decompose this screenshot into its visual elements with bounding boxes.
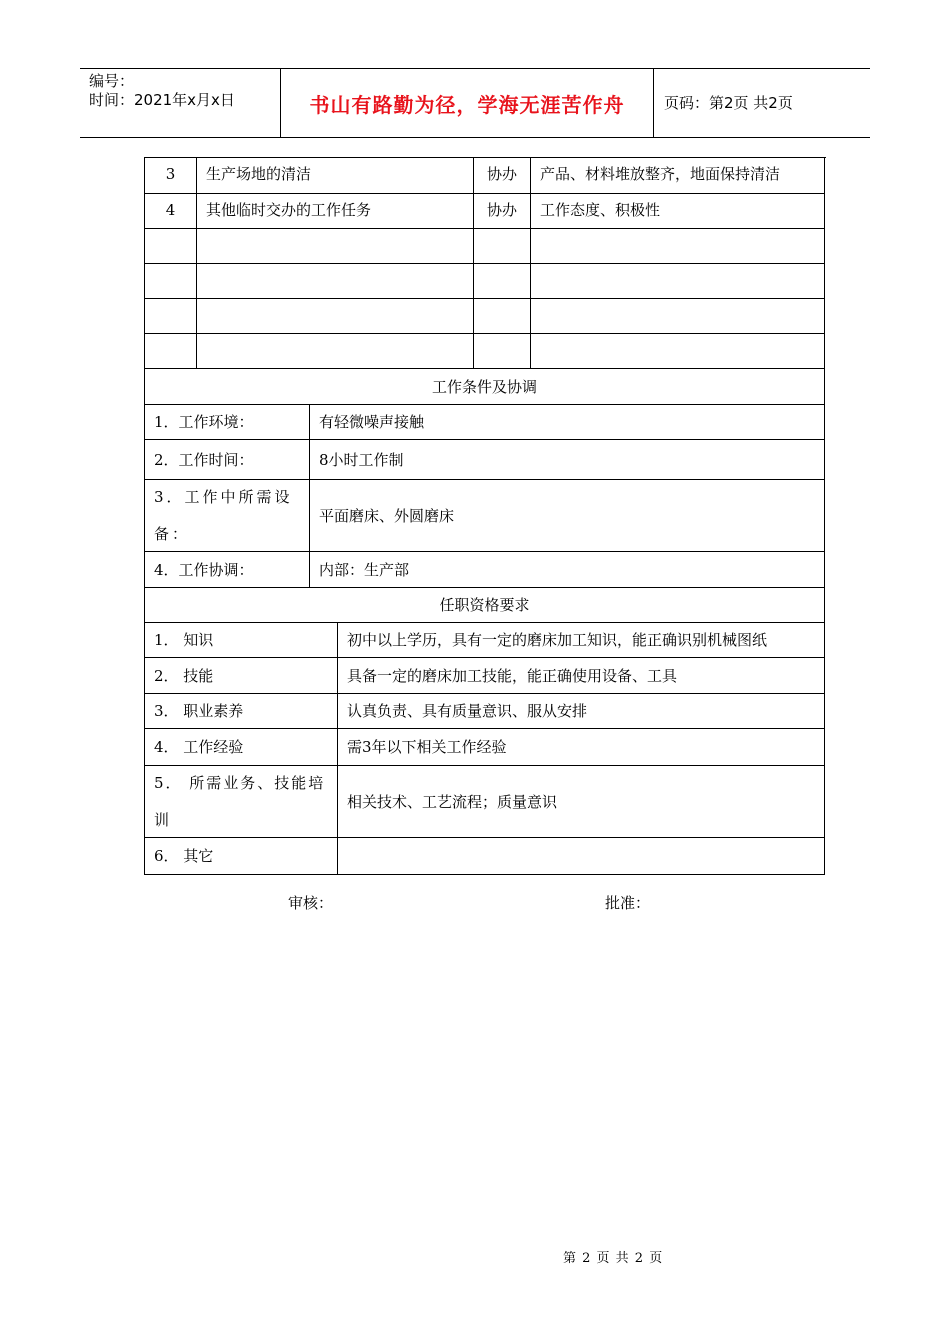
- qualification-value: 初中以上学历，具有一定的磨床加工知识，能正确识别机械图纸: [338, 623, 825, 657]
- qualification-value: 需3年以下相关工作经验: [338, 729, 825, 765]
- task-name: [197, 264, 474, 298]
- task-name: [197, 229, 474, 263]
- qualification-label: 2． 技能: [145, 658, 338, 693]
- qualification-value: [338, 838, 825, 874]
- table-row: [145, 694, 825, 729]
- table-row: [145, 623, 825, 658]
- header-page-info: 页码：第2页 共2页: [664, 93, 793, 112]
- task-name: [197, 299, 474, 333]
- table-row: [145, 299, 825, 334]
- table-row: [145, 766, 825, 838]
- condition-value: 平面磨床、外圆磨床: [310, 480, 825, 551]
- condition-label: 3．工作中所需设备：: [145, 480, 310, 551]
- condition-label: 2．工作时间：: [145, 440, 310, 479]
- task-name: 其他临时交办的工作任务: [197, 194, 474, 228]
- table-row: [145, 405, 825, 440]
- review-label: 审核：: [288, 894, 334, 912]
- section-title: 工作条件及协调: [145, 369, 825, 404]
- job-description-table: [144, 157, 826, 875]
- task-no: 3: [145, 158, 197, 193]
- condition-label: 1．工作环境：: [145, 405, 310, 439]
- task-standard: [531, 334, 825, 368]
- table-row: [145, 229, 825, 264]
- condition-value: 有轻微噪声接触: [310, 405, 825, 439]
- section-header-conditions: [145, 369, 825, 405]
- header-meta: [80, 69, 281, 137]
- task-no: 4: [145, 194, 197, 228]
- qualification-label: 6． 其它: [145, 838, 338, 874]
- task-name: 生产场地的清洁: [197, 158, 474, 193]
- condition-value: 内部：生产部: [310, 552, 825, 587]
- task-no: [145, 229, 197, 263]
- table-row: [145, 658, 825, 694]
- table-row: [145, 552, 825, 588]
- task-role: 协办: [474, 158, 531, 193]
- task-no: [145, 334, 197, 368]
- table-row: [145, 194, 825, 229]
- header-motto: 书山有路勤为径，学海无涯苦作舟: [309, 92, 625, 117]
- table-row: [145, 264, 825, 299]
- task-no: [145, 264, 197, 298]
- table-row: [145, 729, 825, 766]
- qualification-label: 3． 职业素养: [145, 694, 338, 728]
- qualification-label: 4． 工作经验: [145, 729, 338, 765]
- table-row: [145, 158, 825, 194]
- qualification-value: 相关技术、工艺流程；质量意识: [338, 766, 825, 837]
- doc-number-label: 编号：: [89, 72, 135, 90]
- condition-label: 4．工作协调：: [145, 552, 310, 587]
- page-header: [80, 68, 870, 138]
- task-role: [474, 299, 531, 333]
- qualification-label: 5． 所需业务、技能培训: [145, 766, 338, 837]
- task-role: [474, 264, 531, 298]
- qualification-value: 具备一定的磨床加工技能，能正确使用设备、工具: [338, 658, 825, 693]
- table-row: [145, 334, 825, 369]
- table-row: [145, 838, 825, 875]
- header-motto-cell: [281, 69, 654, 137]
- doc-time-label: 时间：2021年x月x日: [89, 91, 235, 109]
- task-standard: [531, 229, 825, 263]
- task-standard: [531, 264, 825, 298]
- task-standard: [531, 299, 825, 333]
- approve-label: 批准：: [605, 894, 651, 912]
- task-standard: 工作态度、积极性: [531, 194, 825, 228]
- table-row: [145, 480, 825, 552]
- task-role: 协办: [474, 194, 531, 228]
- qualification-label: 1． 知识: [145, 623, 338, 657]
- task-standard: 产品、材料堆放整齐，地面保持清洁: [531, 158, 825, 193]
- header-page-cell: [654, 69, 870, 137]
- task-name: [197, 334, 474, 368]
- table-row: [145, 440, 825, 480]
- page-footer-number: 第 2 页 共 2 页: [563, 1251, 664, 1266]
- qualification-value: 认真负责、具有质量意识、服从安排: [338, 694, 825, 728]
- section-title: 任职资格要求: [145, 588, 825, 622]
- task-role: [474, 229, 531, 263]
- condition-value: 8小时工作制: [310, 440, 825, 479]
- task-no: [145, 299, 197, 333]
- section-header-qualifications: [145, 588, 825, 623]
- task-role: [474, 334, 531, 368]
